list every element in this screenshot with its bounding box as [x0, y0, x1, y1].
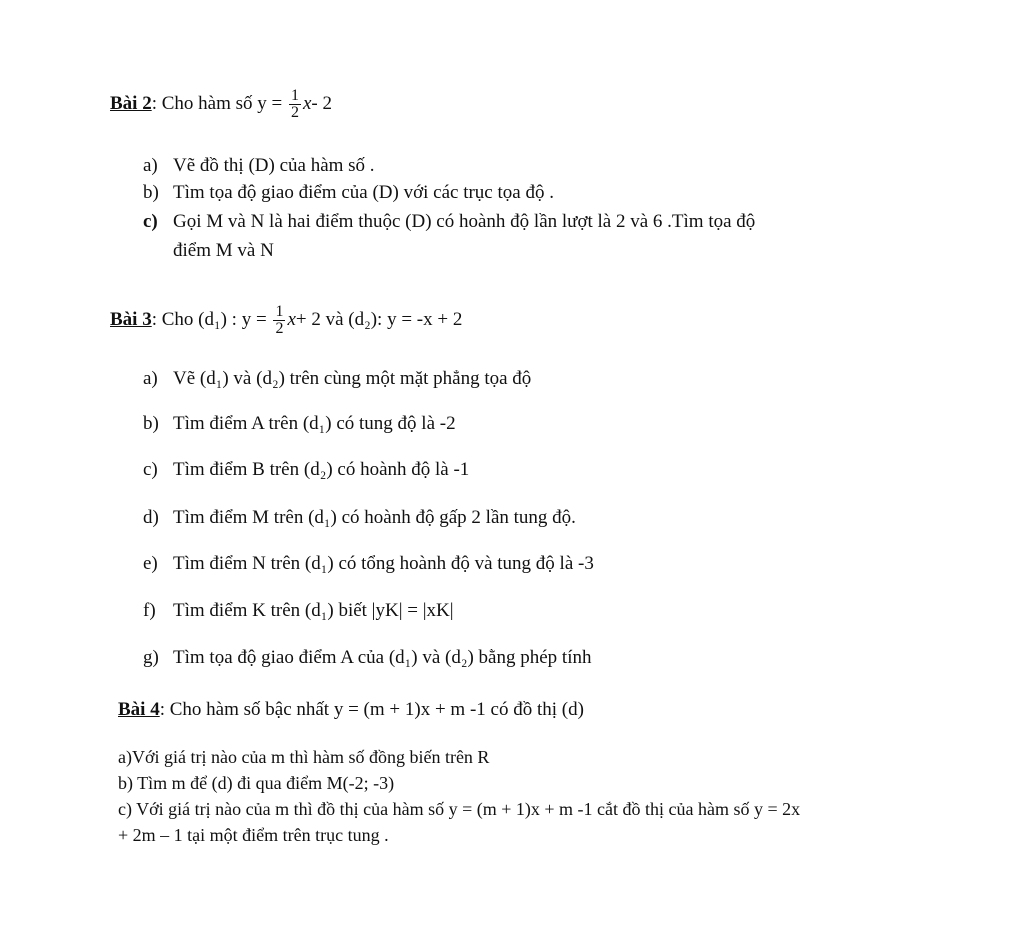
bai4-label: Bài 4	[118, 699, 160, 720]
bai2-item-b: b) Tìm tọa độ giao điểm của (D) với các trục tọa độ .	[143, 182, 554, 203]
bai4-line-b: b) Tìm m để (d) đi qua điểm M(-2; -3)	[118, 773, 395, 793]
bai4-line-c: c) Với giá trị nào của m thì đồ thị của hàm số y = (m + 1)x + m -1 cắt đồ thị của hàm số y = 2x	[118, 799, 801, 819]
bai2-item-a: a) Vẽ đồ thị (D) của hàm số .	[143, 155, 375, 176]
bai2-item-c-cont: điểm M và N	[173, 240, 274, 261]
bai2-tail: - 2	[311, 92, 332, 114]
bai2-intro: : Cho hàm số y =	[151, 92, 283, 114]
bai3-item-f: f) Tìm điểm K trên (d₁) biết |yK| = |xK|	[143, 600, 454, 621]
bai3-var: x	[287, 308, 296, 330]
bai3-label: Bài 3	[110, 308, 152, 330]
bai2-item-c: c) Gọi M và N là hai điểm thuộc (D) có hoành độ lần lượt là 2 và 6 .Tìm tọa độ	[143, 211, 756, 232]
bai2-label: Bài 2	[110, 92, 152, 114]
bai4-line-a: a)Với giá trị nào của m thì hàm số đồng biến trên R	[118, 747, 490, 767]
bai3-item-g: g) Tìm tọa độ giao điểm A của (d₁) và (d₂) bằng phép tính	[143, 647, 592, 668]
bai3-item-e: e) Tìm điểm N trên (d₁) có tổng hoành độ và tung độ là -3	[143, 553, 594, 574]
bai2-heading	[110, 88, 332, 121]
bai3-item-c: c) Tìm điểm B trên (d₂) có hoành độ là -1	[143, 459, 470, 480]
bai3-heading	[110, 304, 462, 337]
bai4-line-c-cont: + 2m – 1 tại một điểm trên trục tung .	[118, 825, 389, 845]
bai3-intro: : Cho (d₁) : y =	[151, 308, 267, 330]
bai4-heading	[118, 699, 584, 721]
bai2-var: x	[302, 92, 312, 114]
bai3-tail: + 2 và (d₂): y = -x + 2	[295, 308, 463, 330]
bai2-fraction: $\frac{1}{2}$	[290, 87, 299, 121]
bai3-item-a: a) Vẽ (d₁) và (d₂) trên cùng một mặt phẳng tọa độ	[143, 368, 532, 389]
bai3-fraction: $\frac{1}{2}$	[275, 303, 284, 337]
bai3-item-b: b) Tìm điểm A trên (d₁) có tung độ là -2	[143, 413, 456, 434]
bai4-intro: : Cho hàm số bậc nhất y = (m + 1)x + m -1 có đồ thị (d)	[159, 699, 584, 720]
bai3-item-d: d) Tìm điểm M trên (d₁) có hoành độ gấp 2 lần tung độ.	[143, 507, 576, 528]
